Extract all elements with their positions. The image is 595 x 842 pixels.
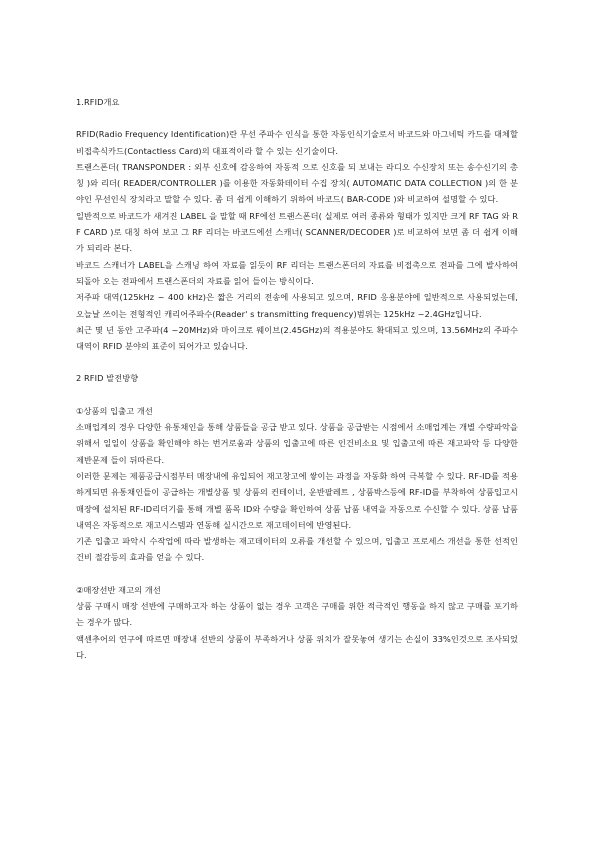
paragraph: 이러한 문제는 제품공급시점부터 매장내에 유입되어 재고창고에 쌓이는 과정을 자동화 하여 극복할 수 있다. RF-ID를 적용하게되면 유통채인들이 공급하는 개별상품 및 상품의 컨테이너, 운반팔레트 , 상품박스등에 RF-ID를 부착하여 상품입고시 매장에 설치된 RF-ID리더기를 통해 개별 품목 ID와 수량을 확인하여 상품 납품 내역을 자동으로 수신할 수 있다. 상품 납품 내역은 자동적으로 재고시스템과 연동해 실시간으로 재고데이터에 반영된다. [76, 470, 518, 530]
paragraph: 최근 몇 년 동안 고주파(4 ~20MHz)와 마이크로 웨이브(2.45GHz)의 적용분야도 확대되고 있으며, 13.56MHz의 주파수 대역이 RFID 분야의 표준이 되어가고 있습니다. [76, 324, 518, 352]
spacer [76, 387, 518, 403]
spacer [76, 110, 518, 126]
paragraph: 상품 구매시 매장 선반에 구매하고자 하는 상품이 없는 경우 고객은 구매를 위한 적극적인 행동을 하지 않고 구매를 포기하는 경우가 많다. [76, 601, 518, 628]
paragraph: RFID(Radio Frequency Identification)란 무선 주파수 인식을 통한 자동인식기술로서 바코드와 마그네틱 카드를 대체할 비접촉식카드(Contactless Card)의 대표적이라 할 수 있는 신기술이다. [76, 129, 518, 156]
spacer [76, 354, 518, 370]
paragraph: 일반적으로 바코드가 새겨진 LABEL 을 말할 때 RF에선 트랜스폰더( 실제로 여러 종류와 형태가 있지만 크게 RF TAG 와 RF CARD )로 대칭 하여 보고 그 RF 리더는 바코드에선 스캐너( SCANNER/DECODER )로 비교하여 보면 좀 더 쉽게 이해가 되리라 본다. [76, 210, 518, 254]
subsection-title-inbound-outbound: ①상품의 입출고 개선 [76, 405, 153, 416]
paragraph: 저주파 대역(125kHz ~ 400 kHz)은 짧은 거리의 전송에 사용되고 있으며, RFID 응용분야에 일반적으로 사용되었는데, 오늘날 쓰이는 전형적인 캐리어주파수(Reader' s transmitting frequency)범위는 125kHz ~2.4GHz입니다. [76, 292, 518, 319]
paragraph: 트랜스폰더( TRANSPONDER : 외부 신호에 감응하여 자동적 으로 신호를 되 보내는 라디오 수신장치 또는 송수신기의 총칭 )와 리더( READER/CONTROLLER )를 이용한 자동화데이터 수집 장치( AUTOMATIC DATA COLLECTION )의 한 분야인 무선인식 장치라고 말할 수 있다. 좀 더 쉽게 이해하기 위하여 바코드( BAR-CODE )와 비교하여 설명할 수 있다. [76, 161, 518, 205]
section-heading-rfid-direction: 2 RFID 발전방향 [76, 373, 139, 384]
subsection-title-shelf-inventory: ②매장선반 재고의 개선 [76, 584, 161, 595]
paragraph: 액센추어의 연구에 따르면 매장내 선반의 상품이 부족하거나 상품 위치가 잘못놓여 생기는 손실이 33%인것으로 조사되었다. [76, 633, 518, 660]
section-heading-rfid-overview: 1.RFID개요 [76, 97, 120, 107]
document-body [76, 94, 518, 663]
paragraph: 바코드 스캐너가 LABEL을 스캐닝 하여 자료를 읽듯이 RF 리더는 트랜스폰더의 자료를 비접촉으로 전파를 그에 발사하여 되돌아 오는 전파에서 트랜스폰더의 자료를 읽어 들이는 방식이다. [76, 259, 518, 286]
spacer [76, 566, 518, 582]
paragraph: 소매업계의 경우 다양한 유통채인을 통해 상품들을 공급 받고 있다. 상품을 공급받는 시점에서 소매업계는 개별 수량파악을 위해서 일일이 상품을 확인해야 하는 번거로움과 상품의 입출고에 따른 인건비소요 및 입출고에 따른 재고파악 등 다양한 제반문제 들이 뒤따른다. [76, 422, 518, 465]
paragraph: 기존 입출고 파악시 수작업에 따라 발생하는 재고데이터의 오류를 개선할 수 있으며, 입출고 프로세스 개선을 통한 선적인건비 절감등의 효과를 얻을 수 있다. [76, 536, 518, 563]
